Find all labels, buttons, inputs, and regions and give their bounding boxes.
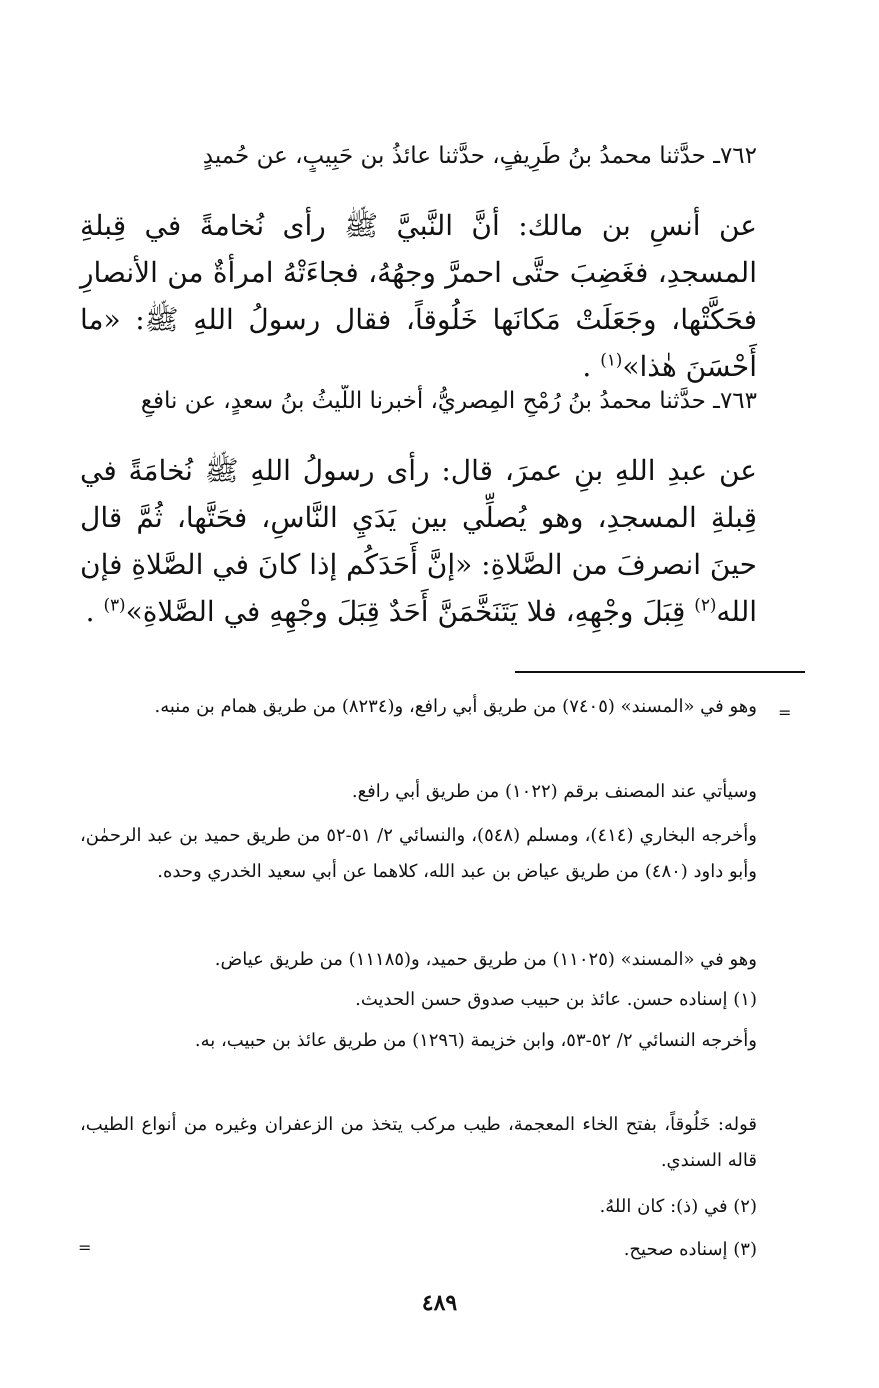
footnote-ref-2: (٢) bbox=[694, 594, 717, 615]
footnote-para-c: وأخرجه البخاري (٤١٤)، ومسلم (٥٤٨)، والنسائي ٢/ ٥١-٥٢ من طريق حميد بن عبد الرحمٰن، وأبو داود (٤٨٠) من طريق عياض بن عبد الله، كلاهما عن أبي سعيد الخدري وحده. bbox=[80, 825, 757, 882]
footnote-ref-3: (٣) bbox=[103, 594, 126, 615]
footnote-ref-1: (١) bbox=[600, 349, 623, 370]
end-continuation-marker: = bbox=[78, 1238, 92, 1257]
page-number: ٤٨٩ bbox=[421, 1290, 458, 1316]
footnote-1: (١) إسناده حسن. عائذ بن حبيب صدوق حسن الحديث. bbox=[355, 989, 757, 1010]
hadith-762-chain: ٧٦٢ـ حدَّثنا محمدُ بنُ طَرِيفٍ، حدَّثنا عائذُ بن حَبِيبٍ، عن حُميدٍ bbox=[202, 143, 757, 169]
footnote-para-d: وهو في «المسند» (١١٠٢٥) من طريق حميد، و(١١١٨٥) من طريق عياض. bbox=[214, 949, 757, 970]
footnote-para-b: وسيأتي عند المصنف برقم (١٠٢٢) من طريق أبي رافع. bbox=[351, 781, 757, 802]
hadith-762-text bbox=[80, 202, 757, 390]
continuation-marker: = bbox=[778, 703, 792, 722]
hadith-763-text bbox=[80, 447, 757, 635]
footnote-2: (٢) في (ذ): كان اللهُ. bbox=[599, 1196, 757, 1217]
hadith-763-body-part2: قِبَلَ وجْهِهِ، فلا يَتَنَخَّمَنَّ أَحَدٌ قِبَلَ وجْهِهِ في الصَّلاةِ» bbox=[125, 595, 695, 628]
footnote-para-e: وأخرجه النسائي ٢/ ٥٢-٥٣، وابن خزيمة (١٢٩٦) من طريق عائذ بن حبيب، به. bbox=[194, 1030, 757, 1051]
hadith-762-end: . bbox=[582, 350, 592, 383]
hadith-763-chain: ٧٦٣ـ حدَّثنا محمدُ بنُ رُمْحٍ المِصريُّ، أخبرنا اللَّيثُ بنُ سعدٍ، عن نافعٍ bbox=[140, 388, 757, 414]
hadith-763-end: . bbox=[85, 595, 95, 628]
footnote-para-f: قوله: خَلُوقاً، بفتح الخاء المعجمة، طيب مركب يتخذ من الزعفران وغيره من أنواع الطيب، قاله السندي. bbox=[80, 1114, 757, 1171]
footnote-divider bbox=[515, 671, 805, 673]
footnote-3: (٣) إسناده صحيح. bbox=[623, 1239, 757, 1260]
hadith-763-body-part1: عن عبدِ اللهِ بنِ عمرَ، قال: رأى رسولُ اللهِ ﷺ نُخامَةً في قِبلةِ المسجدِ، وهو يُصلِّي بين يَدَيِ النَّاسِ، فحَتَّها، ثُمَّ قال حينَ انصرفَ من الصَّلاةِ: «إنَّ أَحَدَكُم إذا كانَ في الصَّلاةِ فإن الله bbox=[80, 454, 757, 628]
footnote-para-a: وهو في «المسند» (٧٤٠٥) من طريق أبي رافع، و(٨٢٣٤) من طريق همام بن منبه. bbox=[154, 696, 757, 717]
hadith-762-body: عن أنسِ بن مالك: أنَّ النَّبيَّ ﷺ رأى نُخامةً في قِبلةِ المسجدِ، فغَضِبَ حتَّى احمرَّ وجهُهُ، فجاءَتْهُ امرأةٌ من الأنصارِ فحَكَّتْها، وجَعَلَتْ مَكانَها خَلُوقاً، فقال رسولُ اللهِ ﷺ: «ما أَحْسَنَ هٰذا» bbox=[80, 209, 757, 383]
